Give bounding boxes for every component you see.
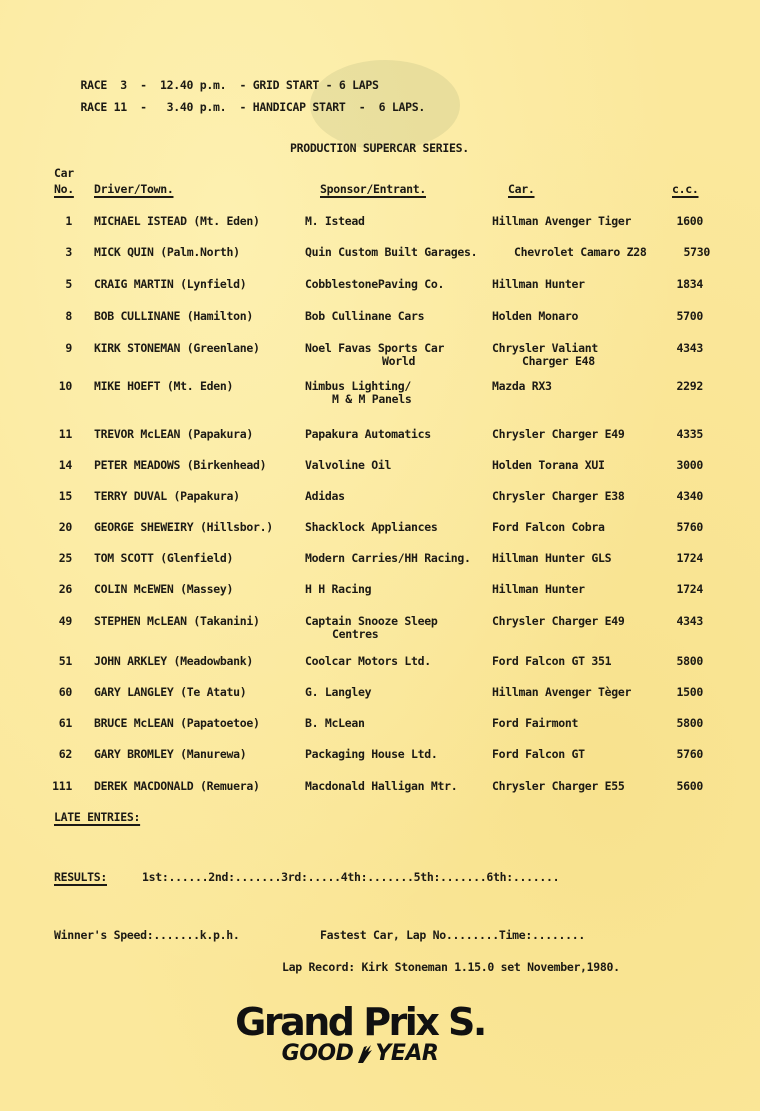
- driver-town: GARY LANGLEY (Te Atatu): [94, 685, 247, 699]
- series-title: PRODUCTION SUPERCAR SERIES.: [290, 141, 469, 155]
- race-line-2: [54, 86, 425, 128]
- car-model: Hillman Hunter GLS: [492, 551, 612, 565]
- car-model: Chevrolet Camaro Z28: [514, 245, 647, 259]
- engine-cc: 5800: [676, 654, 703, 668]
- sponsor-entrant: G. Langley: [305, 685, 372, 699]
- header-car-no: No.: [54, 182, 74, 196]
- driver-town: TERRY DUVAL (Papakura): [94, 489, 240, 503]
- engine-cc: 1500: [676, 685, 703, 699]
- engine-cc: 4340: [676, 489, 703, 503]
- sponsor-entrant: Valvoline Oil: [305, 458, 392, 472]
- driver-town: COLIN McEWEN (Massey): [94, 582, 234, 596]
- engine-cc: 5760: [676, 520, 703, 534]
- driver-town: JOHN ARKLEY (Meadowbank): [94, 654, 253, 668]
- driver-town: MICK QUIN (Palm.North): [94, 245, 240, 259]
- grand-prix-goodyear-logo: [210, 1002, 510, 1066]
- race-dash: -: [140, 100, 147, 114]
- winners-speed: Winner's Speed:.......k.p.h.: [54, 928, 240, 942]
- car-model-line2: Charger E48: [522, 354, 595, 368]
- car-number: 15: [58, 489, 72, 503]
- sponsor-entrant: Bob Cullinane Cars: [305, 309, 425, 323]
- car-model: Ford Fairmont: [492, 716, 579, 730]
- car-number: 10: [58, 379, 72, 393]
- car-number: 8: [65, 309, 72, 323]
- driver-town: MICHAEL ISTEAD (Mt. Eden): [94, 214, 260, 228]
- driver-town: CRAIG MARTIN (Lynfield): [94, 277, 247, 291]
- car-number: 51: [58, 654, 72, 668]
- car-number: 62: [58, 747, 72, 761]
- lap-record: Lap Record: Kirk Stoneman 1.15.0 set November,1980.: [282, 960, 620, 974]
- car-model: Holden Torana XUI: [492, 458, 605, 472]
- header-car-top: Car: [54, 166, 74, 180]
- driver-town: BRUCE McLEAN (Papatoetoe): [94, 716, 260, 730]
- sponsor-entrant: Captain Snooze Sleep: [305, 614, 438, 628]
- car-number: 14: [58, 458, 72, 472]
- race-number: RACE 3: [80, 78, 127, 92]
- late-entries-label: LATE ENTRIES:: [54, 810, 141, 824]
- sponsor-entrant: Shacklock Appliances: [305, 520, 438, 534]
- sponsor-entrant-line2: World: [382, 354, 416, 368]
- sponsor-entrant-line2: M & M Panels: [332, 392, 412, 406]
- engine-cc: 5760: [676, 747, 703, 761]
- engine-cc: 3000: [676, 458, 703, 472]
- car-model: Ford Falcon GT 351: [492, 654, 612, 668]
- engine-cc: 1834: [676, 277, 703, 291]
- driver-town: MIKE HOEFT (Mt. Eden): [94, 379, 234, 393]
- driver-town: GEORGE SHEWEIRY (Hillsbor.): [94, 520, 273, 534]
- engine-cc: 1724: [676, 582, 703, 596]
- engine-cc: 1600: [676, 214, 703, 228]
- header-sponsor: Sponsor/Entrant.: [320, 182, 426, 196]
- driver-town: TOM SCOTT (Glenfield): [94, 551, 234, 565]
- driver-town: BOB CULLINANE (Hamilton): [94, 309, 253, 323]
- car-model: Chrysler Charger E55: [492, 779, 625, 793]
- car-model: Chrysler Charger E38: [492, 489, 625, 503]
- race-description: - HANDICAP START - 6 LAPS.: [239, 100, 425, 114]
- race-time: 12.40 p.m.: [160, 78, 227, 92]
- sponsor-entrant: CobblestonePaving Co.: [305, 277, 445, 291]
- car-number: 3: [65, 245, 72, 259]
- engine-cc: 4343: [676, 341, 703, 355]
- sponsor-entrant: Adidas: [305, 489, 345, 503]
- car-number: 5: [65, 277, 72, 291]
- car-number: 20: [58, 520, 72, 534]
- driver-town: DEREK MACDONALD (Remuera): [94, 779, 260, 793]
- race-dash: -: [140, 78, 147, 92]
- race-number: RACE 11: [80, 100, 127, 114]
- sponsor-entrant: Coolcar Motors Ltd.: [305, 654, 431, 668]
- winged-foot-icon: [355, 1043, 373, 1065]
- sponsor-entrant: Noel Favas Sports Car: [305, 341, 445, 355]
- car-model: Mazda RX3: [492, 379, 552, 393]
- car-number: 60: [58, 685, 72, 699]
- results-label: RESULTS:: [54, 870, 107, 884]
- sponsor-entrant: Modern Carries/HH Racing.: [305, 551, 471, 565]
- car-number: 49: [58, 614, 72, 628]
- sponsor-entrant: Nimbus Lighting/: [305, 379, 411, 393]
- sponsor-entrant-line2: Centres: [332, 627, 379, 641]
- engine-cc: 5600: [676, 779, 703, 793]
- engine-cc: 5730: [683, 245, 710, 259]
- car-number: 26: [58, 582, 72, 596]
- engine-cc: 1724: [676, 551, 703, 565]
- header-cc: c.c.: [672, 182, 699, 196]
- sponsor-entrant: H H Racing: [305, 582, 372, 596]
- fastest-car: Fastest Car, Lap No........Time:........: [320, 928, 585, 942]
- results-places: 1st:......2nd:.......3rd:.....4th:.......5th:.......6th:.......: [142, 870, 560, 884]
- driver-town: TREVOR McLEAN (Papakura): [94, 427, 253, 441]
- sponsor-entrant: Packaging House Ltd.: [305, 747, 438, 761]
- car-model: Hillman Avenger Tiger: [492, 214, 632, 228]
- engine-cc: 4343: [676, 614, 703, 628]
- car-number: 111: [52, 779, 72, 793]
- driver-town: STEPHEN McLEAN (Takanini): [94, 614, 260, 628]
- car-model: Hillman Hunter: [492, 277, 585, 291]
- car-model: Ford Falcon GT: [492, 747, 585, 761]
- engine-cc: 5800: [676, 716, 703, 730]
- engine-cc: 5700: [676, 309, 703, 323]
- header-driver: Driver/Town.: [94, 182, 174, 196]
- car-number: 1: [65, 214, 72, 228]
- sponsor-entrant: Quin Custom Built Garages.: [305, 245, 478, 259]
- car-model: Hillman Hunter: [492, 582, 585, 596]
- logo-brand-left: GOOD: [281, 1041, 354, 1066]
- car-model: Holden Monaro: [492, 309, 579, 323]
- driver-town: KIRK STONEMAN (Greenlane): [94, 341, 260, 355]
- car-model: Chrysler Valiant: [492, 341, 598, 355]
- sponsor-entrant: M. Istead: [305, 214, 365, 228]
- sponsor-entrant: B. McLean: [305, 716, 365, 730]
- logo-title: Grand Prix S.: [235, 1000, 485, 1044]
- driver-town: PETER MEADOWS (Birkenhead): [94, 458, 267, 472]
- engine-cc: 4335: [676, 427, 703, 441]
- sponsor-entrant: Macdonald Halligan Mtr.: [305, 779, 458, 793]
- race-description: - GRID START - 6 LAPS: [239, 78, 379, 92]
- sponsor-entrant: Papakura Automatics: [305, 427, 431, 441]
- car-number: 9: [65, 341, 72, 355]
- car-model: Hillman Avenger Tèger: [492, 685, 632, 699]
- car-number: 11: [58, 427, 72, 441]
- logo-brand-right: YEAR: [375, 1041, 439, 1066]
- header-car: Car.: [508, 182, 535, 196]
- driver-town: GARY BROMLEY (Manurewa): [94, 747, 247, 761]
- race-time: 3.40 p.m.: [160, 100, 227, 114]
- logo-brand: [210, 1042, 510, 1066]
- engine-cc: 2292: [676, 379, 703, 393]
- car-model: Chrysler Charger E49: [492, 614, 625, 628]
- car-number: 25: [58, 551, 72, 565]
- car-model: Chrysler Charger E49: [492, 427, 625, 441]
- car-number: 61: [58, 716, 72, 730]
- car-model: Ford Falcon Cobra: [492, 520, 605, 534]
